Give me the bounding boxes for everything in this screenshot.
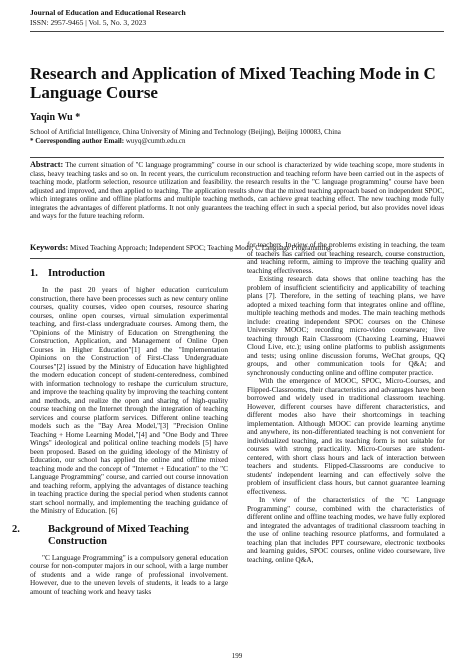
right-paragraph-4: In view of the characteristics of the "C Language Programming" course, combined with the characteristics of different online and offline teaching modes, we have fully explored and integrated the advantages of traditional classroom teaching in the use of online teaching resource platforms, and formulated a teaching plan that includes PPT courseware, electronic textbooks and learning guides, SPOC courses, online video courseware, live teaching, online Q&A, xyxy=(247,495,445,564)
journal-name: Journal of Education and Educational Research xyxy=(30,8,186,17)
header-rule xyxy=(30,31,444,32)
journal-issn: ISSN: 2957-9465 | Vol. 5, No. 3, 2023 xyxy=(30,17,147,27)
keywords-text: Mixed Teaching Approach; Independent SPOC; Teaching Mode; C Language Programming. xyxy=(69,244,333,252)
section-2-number: 2. xyxy=(12,523,20,535)
corresponding-email: wuyq@cumtb.edu.cn xyxy=(125,136,186,145)
journal-header xyxy=(30,8,186,27)
section-1-number: 1. xyxy=(30,268,38,279)
section-1-title: Introduction xyxy=(48,268,105,279)
affiliation: School of Artificial Intelligence, China University of Mining and Technology (Beijing), Beijing 100083, China xyxy=(30,128,341,136)
section-1-paragraph: In the past 20 years of higher education curriculum construction, there have been processes such as new century online courses, quality courses, video open courses, resource sharing courses, online open courses, virtual simulation experimental teaching, and first-class undergraduate courses. Among them, the "Opinions of the Ministry of Education on Strengthening the Construction, Application, and Management of Online Open Courses in Higher Education"[1] and the "Implementation Opinions on the Construction of First-Class Undergraduate Courses"[2] issued by the Ministry of Education have highlighted the modern education concept of student-centeredness, combined with information technology to reshape the curriculum structure, and improve the teaching quality by improving the teaching content and methods, and realize the open and sharing of high-quality course teaching on the Internet through the integration of teaching services and course platform services. Different online teaching models such as the "Bay Area Model,"[3] "Precision Online Teaching + Home Learning Model,"[4] and "One Body and Three Wings" ideological and political online teaching models [5] have been proposed. Based on the guiding ideology of the Ministry of Education, our school has applied the online and offline mixed teaching mode and the concept of "Internet + Education" to the "C Language Programming" course, and carried out course innovation and teaching reform, applying the advantages of distance teaching in teaching practice during the special period when students cannot start school normally, and implementing the teaching guidance of the Ministry of Education. [6] xyxy=(30,285,228,515)
corresponding-label: * Corresponding author Email: xyxy=(30,136,125,145)
section-1-heading xyxy=(30,268,228,280)
left-column xyxy=(12,260,228,596)
page-number: 199 xyxy=(231,652,243,660)
paper-title: Research and Application of Mixed Teaching Mode in C Language Course xyxy=(30,64,436,102)
keywords-label: Keywords: xyxy=(30,243,69,252)
section-2-heading xyxy=(12,523,228,548)
right-paragraph-1: for teachers. In view of the problems existing in teaching, the team of teachers has carried out teaching research, course construction, and teaching reform, aiming to improve the teaching quality and teaching effectiveness. xyxy=(247,240,445,275)
section-2-title: Background of Mixed Teaching Construction xyxy=(48,523,189,547)
author-name: Yaqin Wu * xyxy=(30,112,81,123)
abstract xyxy=(30,161,444,221)
affiliation-block xyxy=(30,128,444,145)
right-column xyxy=(247,241,445,564)
abstract-text: The current situation of "C language programming" course in our school is characterized by wide teaching scope, more students in class, heavy teaching tasks and so on. In recent years, the curriculum reconstruction and teaching reform have been carried out in the aspects of teaching mode, platform selection, resource utilization and feasibility. the research results in the "C language programming" course have been adjusted and improved, and then applied to teaching. The application results show that the mixed teaching approach based on independent SPOC, which integrates online and offline platforms and multiple teaching methods, can achieve great teaching effect. The new teaching mode fully integrates the advantages of different platforms. It not only guarantees the teaching effect in such a special period, but also provides novel ideas and ways for the future teaching reform. xyxy=(30,161,444,221)
right-paragraph-2: Existing research data shows that online teaching has the problem of insufficient scientificity and applicability of teaching plans [7]. Therefore, in the setting of teaching plans, we have adopted a mixed teaching form that integrates online and offline, multiple teaching methods and modes. The main teaching methods include: creating independent SPOC courses on the Chinese University MOOC; recording micro-video courseware; live teaching through Rain Classroom (Chaoxing Learning, Huawei Cloud Live, etc.); using online platforms to publish assignments and tests; using online discussion forums, WeChat groups, QQ groups, and other communication tools for Q&A; and synchronously conducting online and offline computer practice. xyxy=(247,274,445,377)
abstract-rule xyxy=(30,157,444,158)
abstract-label: Abstract: xyxy=(30,160,64,169)
right-paragraph-3: With the emergence of MOOC, SPOC, Micro-Courses, and Flipped-Classrooms, their characteristics and advantages have been borrowed and widely used in traditional classroom teaching. However, different courses have different characteristics, and different modes also have their shortcomings in teaching implementation. Although MOOC can provide learning anytime and anywhere, its non-differentiated teaching is not convenient for individualized teaching, and its teaching form is not suitable for courses with strong practicality. Micro-Courses are student-centered, with short class hours and lack of interaction between teachers and students. Flipped-Classrooms are conducive to students' independent learning and can effectively solve the problem of insufficient class hours, but cannot guarantee learning effectiveness. xyxy=(247,376,445,496)
corresponding-line xyxy=(30,137,444,146)
section-2-paragraph: "C Language Programming" is a compulsory general education course for non-computer majors in our school, with a large number of students and a wide range of professional involvement. However, due to the uneven levels of students, it leads to a large amount of teaching work and heavy tasks xyxy=(30,552,228,596)
